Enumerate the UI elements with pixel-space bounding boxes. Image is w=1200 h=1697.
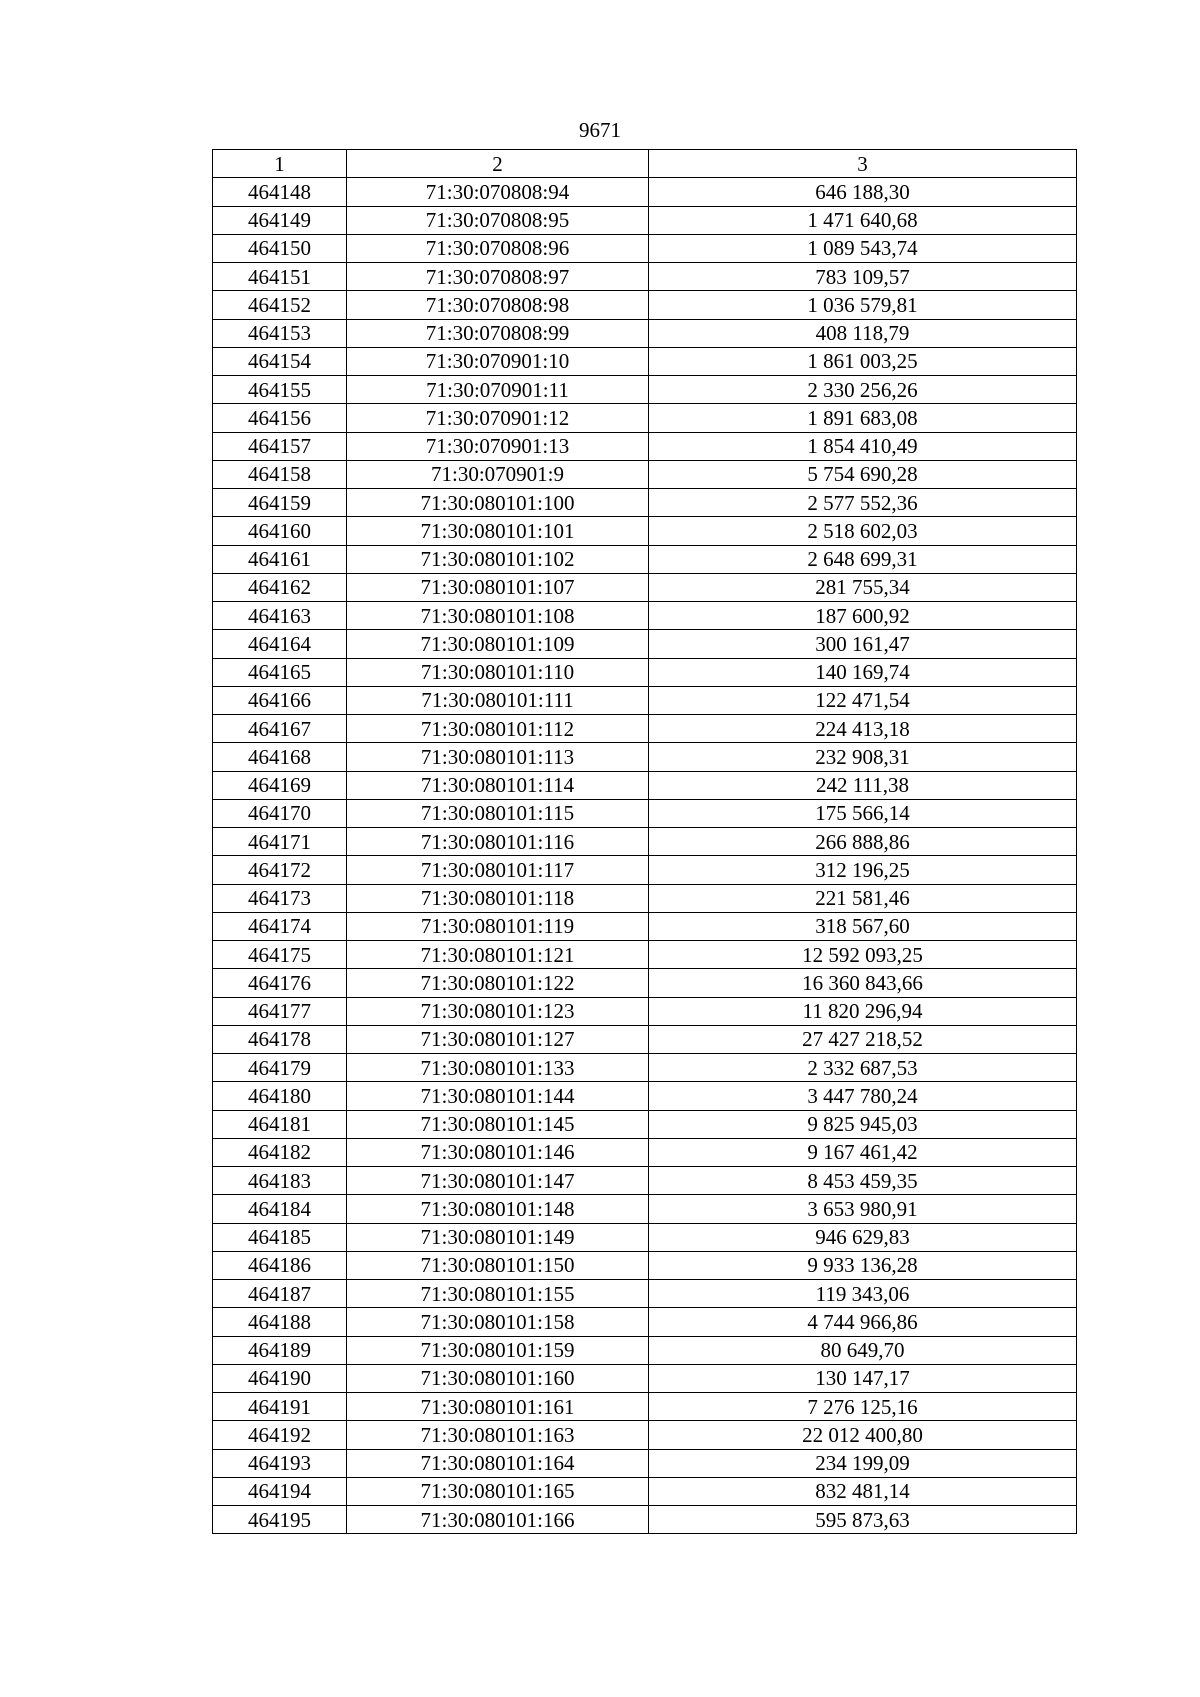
cadastral-number-cell: 71:30:080101:119 (347, 912, 649, 940)
row-number-cell: 464169 (213, 771, 347, 799)
cadastral-number-cell: 71:30:080101:164 (347, 1449, 649, 1477)
cadastral-number-cell: 71:30:070808:95 (347, 206, 649, 234)
row-number-cell: 464183 (213, 1167, 347, 1195)
row-number-cell: 464173 (213, 884, 347, 912)
row-number-cell: 464174 (213, 912, 347, 940)
table-row (213, 1195, 1077, 1223)
table-row (213, 376, 1077, 404)
value-cell: 12 592 093,25 (649, 941, 1077, 969)
header-cell-3: 3 (649, 150, 1077, 178)
cadastral-number-cell: 71:30:080101:121 (347, 941, 649, 969)
row-number-cell: 464192 (213, 1421, 347, 1449)
cadastral-number-cell: 71:30:080101:110 (347, 658, 649, 686)
value-cell: 946 629,83 (649, 1223, 1077, 1251)
table-row (213, 1223, 1077, 1251)
value-cell: 1 089 543,74 (649, 234, 1077, 262)
value-cell: 9 825 945,03 (649, 1110, 1077, 1138)
row-number-cell: 464195 (213, 1506, 347, 1534)
cadastral-number-cell: 71:30:080101:161 (347, 1393, 649, 1421)
cadastral-number-cell: 71:30:080101:155 (347, 1280, 649, 1308)
value-cell: 595 873,63 (649, 1506, 1077, 1534)
value-cell: 175 566,14 (649, 799, 1077, 827)
row-number-cell: 464176 (213, 969, 347, 997)
row-number-cell: 464182 (213, 1138, 347, 1166)
cadastral-number-cell: 71:30:080101:158 (347, 1308, 649, 1336)
row-number-cell: 464160 (213, 517, 347, 545)
value-cell: 232 908,31 (649, 743, 1077, 771)
value-cell: 80 649,70 (649, 1336, 1077, 1364)
cadastral-number-cell: 71:30:080101:150 (347, 1251, 649, 1279)
value-cell: 122 471,54 (649, 686, 1077, 714)
value-cell: 2 332 687,53 (649, 1054, 1077, 1082)
table-row (213, 912, 1077, 940)
cadastral-number-cell: 71:30:080101:146 (347, 1138, 649, 1166)
cadastral-number-cell: 71:30:080101:100 (347, 489, 649, 517)
table-row (213, 1449, 1077, 1477)
value-cell: 3 653 980,91 (649, 1195, 1077, 1223)
value-cell: 318 567,60 (649, 912, 1077, 940)
value-cell: 1 891 683,08 (649, 404, 1077, 432)
cadastral-number-cell: 71:30:080101:112 (347, 715, 649, 743)
value-cell: 1 854 410,49 (649, 432, 1077, 460)
table-row (213, 715, 1077, 743)
row-number-cell: 464163 (213, 602, 347, 630)
cadastral-number-cell: 71:30:080101:144 (347, 1082, 649, 1110)
registry-table (212, 149, 1077, 1534)
value-cell: 27 427 218,52 (649, 1025, 1077, 1053)
row-number-cell: 464187 (213, 1280, 347, 1308)
row-number-cell: 464188 (213, 1308, 347, 1336)
cadastral-number-cell: 71:30:070901:10 (347, 347, 649, 375)
value-cell: 2 648 699,31 (649, 545, 1077, 573)
value-cell: 300 161,47 (649, 630, 1077, 658)
value-cell: 646 188,30 (649, 178, 1077, 206)
table-row (213, 234, 1077, 262)
cadastral-number-cell: 71:30:070808:94 (347, 178, 649, 206)
value-cell: 8 453 459,35 (649, 1167, 1077, 1195)
table-row (213, 1421, 1077, 1449)
row-number-cell: 464177 (213, 997, 347, 1025)
header-cell-2: 2 (347, 150, 649, 178)
table-row (213, 1082, 1077, 1110)
cadastral-number-cell: 71:30:080101:115 (347, 799, 649, 827)
table-row (213, 1308, 1077, 1336)
cadastral-number-cell: 71:30:070808:99 (347, 319, 649, 347)
cadastral-number-cell: 71:30:080101:111 (347, 686, 649, 714)
value-cell: 281 755,34 (649, 573, 1077, 601)
value-cell: 9 933 136,28 (649, 1251, 1077, 1279)
row-number-cell: 464185 (213, 1223, 347, 1251)
table-row (213, 489, 1077, 517)
row-number-cell: 464154 (213, 347, 347, 375)
cadastral-number-cell: 71:30:070808:96 (347, 234, 649, 262)
row-number-cell: 464175 (213, 941, 347, 969)
value-cell: 2 577 552,36 (649, 489, 1077, 517)
value-cell: 224 413,18 (649, 715, 1077, 743)
row-number-cell: 464157 (213, 432, 347, 460)
row-number-cell: 464190 (213, 1364, 347, 1392)
table-row (213, 319, 1077, 347)
cadastral-number-cell: 71:30:080101:165 (347, 1477, 649, 1505)
value-cell: 7 276 125,16 (649, 1393, 1077, 1421)
value-cell: 11 820 296,94 (649, 997, 1077, 1025)
cadastral-number-cell: 71:30:080101:122 (347, 969, 649, 997)
table-row (213, 884, 1077, 912)
table-row (213, 460, 1077, 488)
row-number-cell: 464193 (213, 1449, 347, 1477)
cadastral-number-cell: 71:30:080101:149 (347, 1223, 649, 1251)
table-row (213, 263, 1077, 291)
table-row (213, 1506, 1077, 1534)
value-cell: 221 581,46 (649, 884, 1077, 912)
cadastral-number-cell: 71:30:080101:133 (347, 1054, 649, 1082)
value-cell: 187 600,92 (649, 602, 1077, 630)
table-row (213, 1167, 1077, 1195)
cadastral-number-cell: 71:30:080101:123 (347, 997, 649, 1025)
row-number-cell: 464179 (213, 1054, 347, 1082)
table-row (213, 178, 1077, 206)
table-row (213, 997, 1077, 1025)
table-row (213, 1280, 1077, 1308)
cadastral-number-cell: 71:30:080101:159 (347, 1336, 649, 1364)
value-cell: 119 343,06 (649, 1280, 1077, 1308)
value-cell: 832 481,14 (649, 1477, 1077, 1505)
table-row (213, 1025, 1077, 1053)
table-row (213, 941, 1077, 969)
value-cell: 5 754 690,28 (649, 460, 1077, 488)
row-number-cell: 464168 (213, 743, 347, 771)
cadastral-number-cell: 71:30:070901:12 (347, 404, 649, 432)
table-row (213, 545, 1077, 573)
row-number-cell: 464153 (213, 319, 347, 347)
cadastral-number-cell: 71:30:080101:118 (347, 884, 649, 912)
value-cell: 140 169,74 (649, 658, 1077, 686)
table-row (213, 1393, 1077, 1421)
row-number-cell: 464166 (213, 686, 347, 714)
value-cell: 408 118,79 (649, 319, 1077, 347)
cadastral-number-cell: 71:30:080101:116 (347, 828, 649, 856)
row-number-cell: 464178 (213, 1025, 347, 1053)
cadastral-number-cell: 71:30:080101:147 (347, 1167, 649, 1195)
table-row (213, 206, 1077, 234)
row-number-cell: 464181 (213, 1110, 347, 1138)
cadastral-number-cell: 71:30:070901:11 (347, 376, 649, 404)
value-cell: 4 744 966,86 (649, 1308, 1077, 1336)
value-cell: 16 360 843,66 (649, 969, 1077, 997)
cadastral-number-cell: 71:30:080101:114 (347, 771, 649, 799)
cadastral-number-cell: 71:30:070901:9 (347, 460, 649, 488)
value-cell: 9 167 461,42 (649, 1138, 1077, 1166)
cadastral-number-cell: 71:30:080101:107 (347, 573, 649, 601)
row-number-cell: 464152 (213, 291, 347, 319)
cadastral-number-cell: 71:30:080101:102 (347, 545, 649, 573)
value-cell: 1 861 003,25 (649, 347, 1077, 375)
table-row (213, 347, 1077, 375)
cadastral-number-cell: 71:30:080101:113 (347, 743, 649, 771)
cadastral-number-cell: 71:30:080101:101 (347, 517, 649, 545)
row-number-cell: 464172 (213, 856, 347, 884)
row-number-cell: 464148 (213, 178, 347, 206)
cadastral-number-cell: 71:30:070808:98 (347, 291, 649, 319)
row-number-cell: 464165 (213, 658, 347, 686)
row-number-cell: 464184 (213, 1195, 347, 1223)
row-number-cell: 464161 (213, 545, 347, 573)
table-row (213, 828, 1077, 856)
header-cell-1: 1 (213, 150, 347, 178)
table-row (213, 1110, 1077, 1138)
row-number-cell: 464164 (213, 630, 347, 658)
row-number-cell: 464171 (213, 828, 347, 856)
value-cell: 3 447 780,24 (649, 1082, 1077, 1110)
row-number-cell: 464155 (213, 376, 347, 404)
value-cell: 22 012 400,80 (649, 1421, 1077, 1449)
table-row (213, 1364, 1077, 1392)
value-cell: 242 111,38 (649, 771, 1077, 799)
value-cell: 234 199,09 (649, 1449, 1077, 1477)
value-cell: 1 471 640,68 (649, 206, 1077, 234)
table-row (213, 969, 1077, 997)
cadastral-number-cell: 71:30:080101:145 (347, 1110, 649, 1138)
value-cell: 266 888,86 (649, 828, 1077, 856)
table-row (213, 1477, 1077, 1505)
row-number-cell: 464170 (213, 799, 347, 827)
table-header (213, 150, 1077, 178)
cadastral-number-cell: 71:30:080101:160 (347, 1364, 649, 1392)
table-row (213, 630, 1077, 658)
table-row (213, 573, 1077, 601)
row-number-cell: 464186 (213, 1251, 347, 1279)
value-cell: 2 518 602,03 (649, 517, 1077, 545)
row-number-cell: 464167 (213, 715, 347, 743)
table-row (213, 291, 1077, 319)
table-row (213, 856, 1077, 884)
value-cell: 130 147,17 (649, 1364, 1077, 1392)
cadastral-number-cell: 71:30:080101:108 (347, 602, 649, 630)
row-number-cell: 464159 (213, 489, 347, 517)
row-number-cell: 464156 (213, 404, 347, 432)
cadastral-number-cell: 71:30:070901:13 (347, 432, 649, 460)
cadastral-number-cell: 71:30:070808:97 (347, 263, 649, 291)
row-number-cell: 464162 (213, 573, 347, 601)
row-number-cell: 464158 (213, 460, 347, 488)
value-cell: 2 330 256,26 (649, 376, 1077, 404)
table-body (213, 178, 1077, 1534)
row-number-cell: 464151 (213, 263, 347, 291)
header-row (213, 150, 1077, 178)
cadastral-number-cell: 71:30:080101:163 (347, 1421, 649, 1449)
cadastral-number-cell: 71:30:080101:166 (347, 1506, 649, 1534)
cadastral-number-cell: 71:30:080101:127 (347, 1025, 649, 1053)
table-row (213, 1336, 1077, 1364)
cadastral-number-cell: 71:30:080101:117 (347, 856, 649, 884)
page-number: 9671 (579, 118, 621, 142)
value-cell: 312 196,25 (649, 856, 1077, 884)
table-row (213, 743, 1077, 771)
table-row (213, 1138, 1077, 1166)
row-number-cell: 464180 (213, 1082, 347, 1110)
table-row (213, 404, 1077, 432)
table-row (213, 799, 1077, 827)
value-cell: 783 109,57 (649, 263, 1077, 291)
table-row (213, 1054, 1077, 1082)
row-number-cell: 464194 (213, 1477, 347, 1505)
cadastral-number-cell: 71:30:080101:148 (347, 1195, 649, 1223)
cadastral-number-cell: 71:30:080101:109 (347, 630, 649, 658)
table-row (213, 658, 1077, 686)
table-row (213, 602, 1077, 630)
table-row (213, 432, 1077, 460)
row-number-cell: 464149 (213, 206, 347, 234)
table-row (213, 517, 1077, 545)
table-row (213, 686, 1077, 714)
row-number-cell: 464189 (213, 1336, 347, 1364)
table-row (213, 771, 1077, 799)
row-number-cell: 464150 (213, 234, 347, 262)
value-cell: 1 036 579,81 (649, 291, 1077, 319)
table-row (213, 1251, 1077, 1279)
row-number-cell: 464191 (213, 1393, 347, 1421)
